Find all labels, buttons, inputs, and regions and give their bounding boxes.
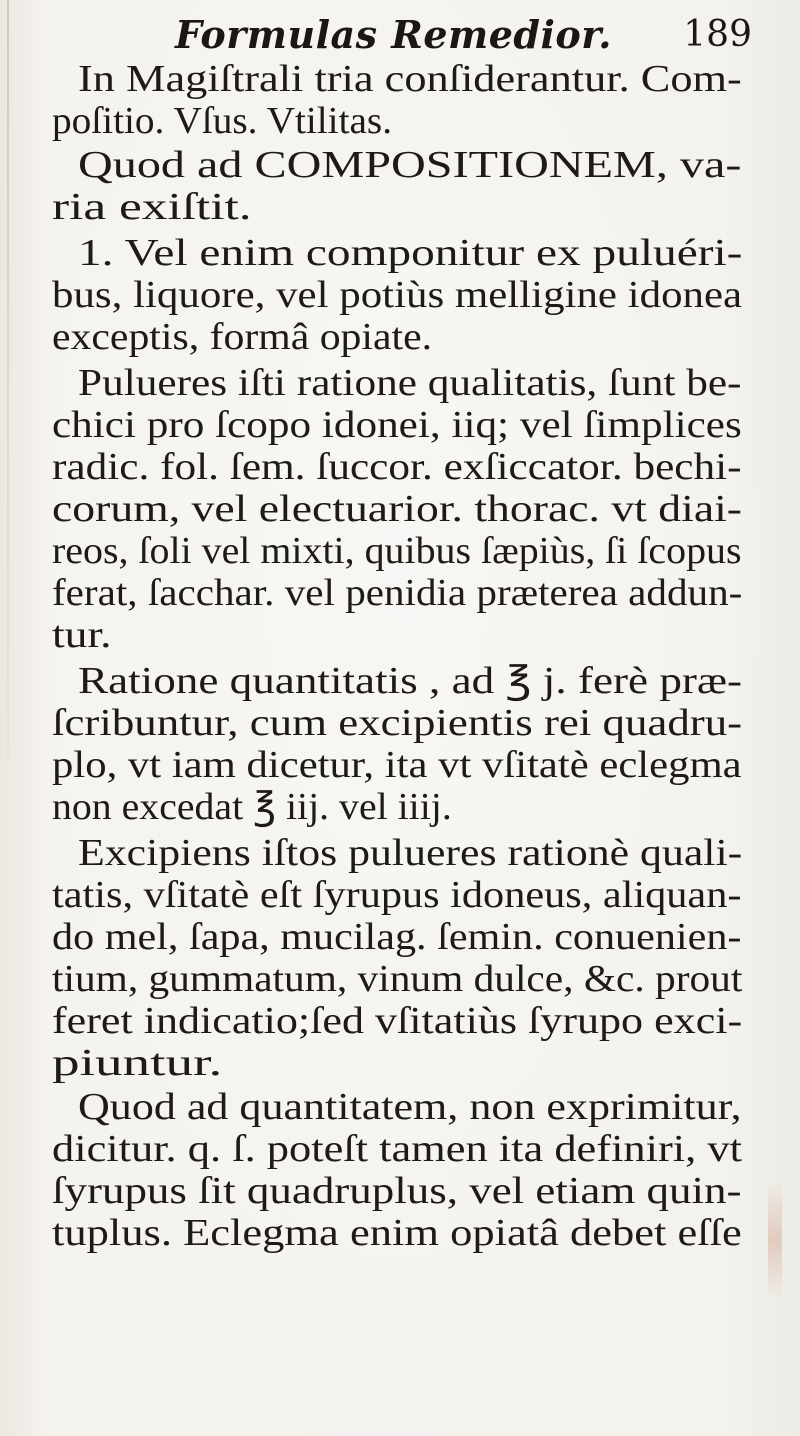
text-line: dicitur. q. ſ. poteſt tamen ita definiri, vt <box>52 1128 742 1170</box>
text-line: bus, liquore, vel potiùs melligine idonea <box>52 274 743 316</box>
running-head <box>70 8 760 64</box>
running-head-title: Formulas Remedior. <box>175 12 613 57</box>
text-line: ſyrupus ſit quadruplus, vel etiam quin- <box>52 1170 742 1212</box>
text-line: piuntur. <box>52 1042 223 1084</box>
text-line: Quod ad quantitatem, non exprimitur, <box>78 1086 742 1128</box>
text-line: 1. Vel enim componitur ex puluéri- <box>78 232 743 274</box>
text-line: tur. <box>52 614 112 656</box>
text-line: ſcribuntur, cum excipientis rei quadru- <box>52 702 743 744</box>
text-line: In Magiſtrali tria conſiderantur. Com- <box>78 58 742 100</box>
paper-stain <box>768 1180 782 1300</box>
text-line: reos, ſoli vel mixti, quibus ſæpiùs, ſi ſcopus <box>52 530 742 572</box>
text-line: Quod ad COMPOSITIONEM, va- <box>78 144 742 186</box>
text-line: ria exiſtit. <box>52 186 252 228</box>
page-number: 189 <box>683 14 752 55</box>
text-line: poſitio. Vſus. Vtilitas. <box>52 100 393 142</box>
page-gutter <box>7 0 9 760</box>
text-line: chici pro ſcopo idonei, iiq; vel ſimplices <box>52 404 742 446</box>
text-line: ferat, ſacchar. vel penidia præterea addun- <box>52 572 743 614</box>
text-line: feret indicatio;ſed vſitatiùs ſyrupo exci- <box>52 1000 743 1042</box>
text-line: plo, vt iam dicetur, ita vt vſitatè eclegma <box>52 744 742 786</box>
text-line: Ratione quantitatis , ad ℥ j. ferè præ- <box>78 660 743 702</box>
text-line: Pulueres iſti ratione qualitatis, ſunt be- <box>78 362 742 404</box>
text-line: corum, vel electuarior. thorac. vt diai- <box>52 488 743 530</box>
text-line: Excipiens iſtos pulueres rationè quali- <box>78 832 743 874</box>
text-line: tium, gummatum, vinum dulce, &c. prout <box>52 958 743 1000</box>
text-line: radic. fol. ſem. ſuccor. exſiccator. bechi- <box>52 446 742 488</box>
text-line: tuplus. Eclegma enim opiatâ debet eſſe <box>52 1212 742 1254</box>
text-line: exceptis, formâ opiate. <box>52 316 433 358</box>
text-line: do mel, ſapa, mucilag. ſemin. conuenien- <box>52 916 742 958</box>
text-line: tatis, vſitatè eſt ſyrupus idoneus, aliquan- <box>52 874 742 916</box>
text-line: non excedat ℥ iij. vel iiij. <box>52 786 452 828</box>
